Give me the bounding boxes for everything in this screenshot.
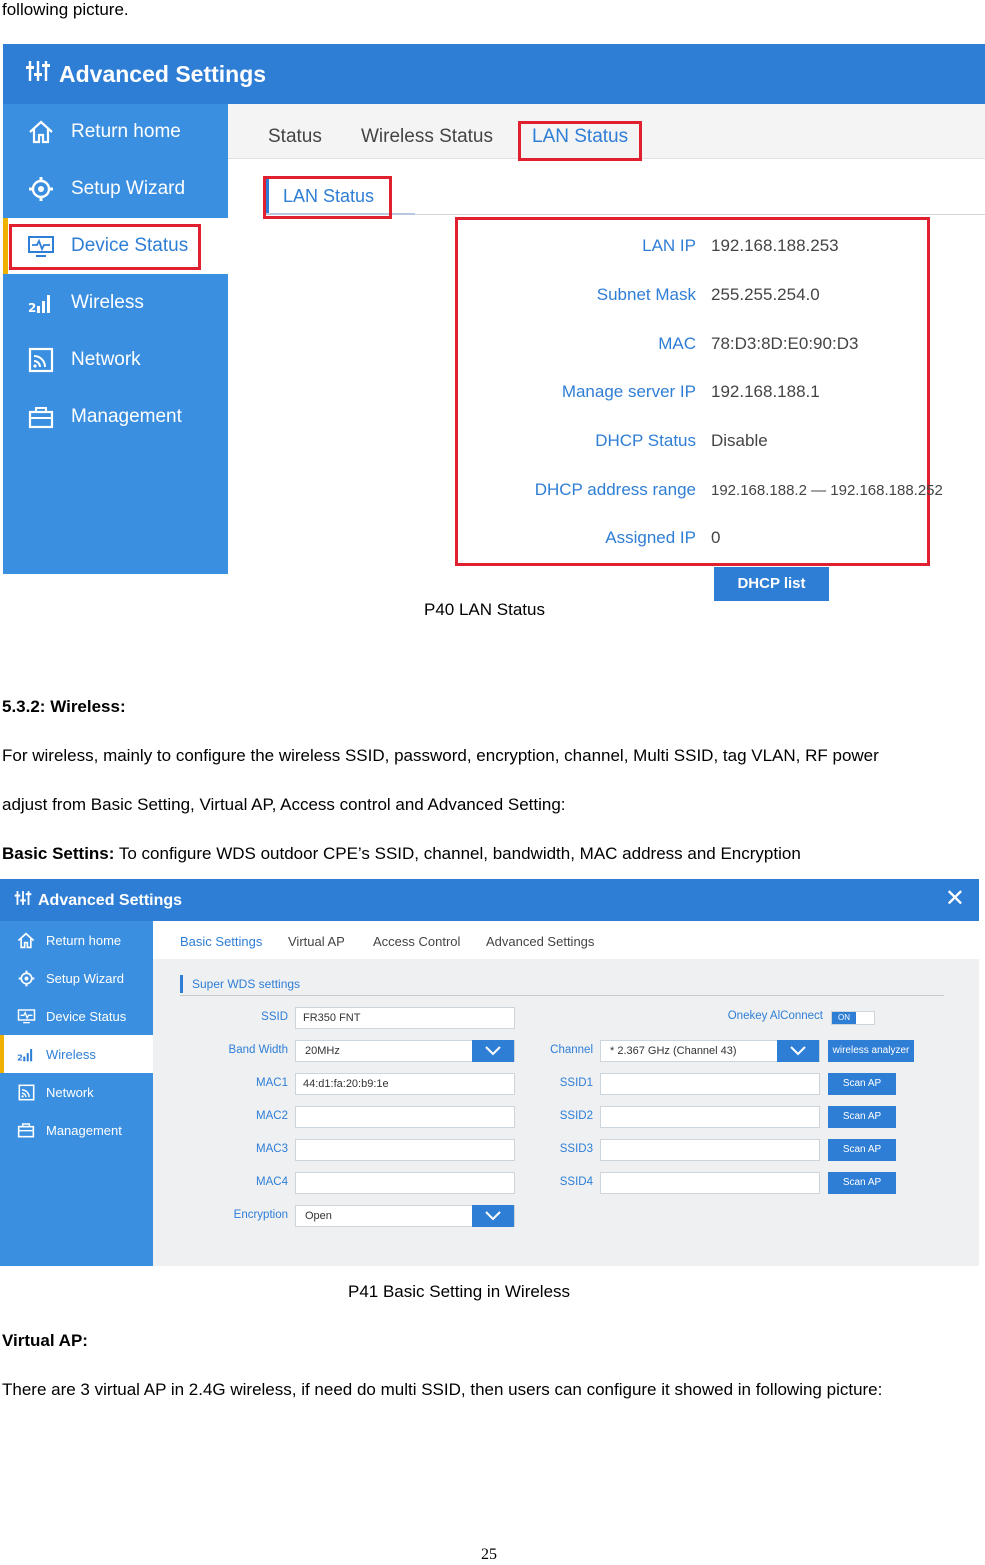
row-value: 255.255.254.0: [711, 285, 820, 304]
row-value: 192.168.188.253: [711, 236, 839, 255]
bandwidth-select[interactable]: [295, 1040, 515, 1062]
sidebar: [3, 104, 228, 574]
section-heading: 5.3.2: Wireless:: [2, 697, 126, 716]
paragraph-line: adjust from Basic Setting, Virtual AP, Access control and Advanced Setting:: [2, 795, 566, 814]
encryption-value: Open: [305, 1210, 332, 1222]
ssid-input[interactable]: FR350 FNT: [295, 1007, 515, 1029]
ssid2-label: SSID2: [559, 1110, 593, 1122]
caption-p41: P41 Basic Setting in Wireless: [348, 1282, 571, 1301]
row-value: Disable: [711, 431, 768, 450]
ssid2-input[interactable]: [600, 1106, 820, 1128]
sidebar-label: Network: [71, 349, 141, 370]
row-label: MAC: [658, 334, 696, 353]
divider: [180, 995, 944, 996]
channel-value: * 2.367 GHz (Channel 43): [610, 1045, 737, 1057]
scan-ap-button[interactable]: Scan AP: [828, 1073, 896, 1095]
row-label: Subnet Mask: [596, 285, 696, 304]
intro-fragment: following picture.: [2, 0, 129, 19]
mac4-label: MAC4: [256, 1176, 288, 1188]
ssid3-label: SSID3: [559, 1143, 593, 1155]
ssid4-label: SSID4: [559, 1176, 593, 1188]
tab-basic-settings[interactable]: Basic Settings: [180, 934, 263, 949]
basic-settings-text: To configure WDS outdoor CPE’s SSID, channel, bandwidth, MAC address and Encryption: [114, 844, 801, 863]
bandwidth-value: 20MHz: [305, 1045, 340, 1057]
encryption-label: Encryption: [233, 1209, 288, 1221]
sidebar-label: Device Status: [46, 1008, 127, 1024]
mac2-label: MAC2: [256, 1110, 288, 1122]
toggle-on-label: ON: [832, 1012, 856, 1024]
sidebar-label: Wireless: [46, 1046, 96, 1062]
lan-status-screenshot: [3, 44, 985, 592]
sidebar-label: Device Status: [71, 235, 189, 256]
mac1-label: MAC1: [256, 1077, 288, 1089]
ssid4-input[interactable]: [600, 1172, 820, 1194]
mac1-input[interactable]: 44:d1:fa:20:b9:1e: [295, 1073, 515, 1095]
row-value: 192.168.188.2 — 192.168.188.252: [711, 482, 943, 499]
row-label: LAN IP: [642, 236, 696, 255]
row-value: 0: [711, 528, 721, 547]
chevron-down-icon: [472, 1040, 514, 1062]
basic-settings-screenshot: [0, 879, 979, 1266]
main-panel: [153, 921, 979, 1266]
tab-advanced-settings[interactable]: Advanced Settings: [486, 934, 595, 949]
gear-icon: [27, 176, 55, 202]
gear-icon: [16, 969, 36, 987]
sidebar-item-wireless[interactable]: [0, 1035, 153, 1073]
tab-status[interactable]: Status: [268, 126, 322, 147]
main-panel: [228, 104, 985, 592]
caption-p40: P40 LAN Status: [424, 600, 545, 619]
scan-ap-button[interactable]: Scan AP: [828, 1172, 896, 1194]
onekey-aiconnect-toggle[interactable]: [831, 1011, 875, 1025]
sidebar-item-setup-wizard[interactable]: [3, 161, 228, 217]
mac3-input[interactable]: [295, 1139, 515, 1161]
row-value: 192.168.188.1: [711, 382, 820, 401]
sidebar-item-device-status[interactable]: [0, 997, 153, 1035]
svg-text:2: 2: [28, 301, 37, 315]
sidebar-item-network[interactable]: [3, 332, 228, 388]
header-title-text: Advanced Settings: [59, 60, 267, 87]
onekey-aiconnect-label: Onekey AlConnect: [727, 1010, 823, 1022]
ssid-label: SSID: [261, 1011, 288, 1023]
row-label: Assigned IP: [605, 528, 696, 547]
sidebar-label: Management: [71, 406, 182, 427]
chevron-down-icon: [777, 1040, 819, 1062]
home-icon: [27, 119, 55, 145]
row-dhcp-range: [458, 480, 958, 510]
highlight-device-status: [9, 224, 201, 270]
row-lan-ip: [458, 236, 958, 266]
sidebar-item-network[interactable]: [0, 1073, 153, 1111]
tab-access-control[interactable]: Access Control: [373, 934, 461, 949]
header-bar: [0, 879, 979, 921]
scan-ap-button[interactable]: Scan AP: [828, 1139, 896, 1161]
tab-lan-status[interactable]: LAN Status: [532, 126, 629, 147]
page-number: 25: [481, 1546, 497, 1563]
bandwidth-label: Band Width: [228, 1044, 288, 1056]
sidebar-label: Setup Wizard: [46, 970, 125, 986]
ssid1-label: SSID1: [559, 1077, 593, 1089]
row-mac: [458, 334, 958, 364]
sidebar-label: Return home: [46, 932, 122, 948]
settings-sliders-icon: [14, 889, 32, 912]
sidebar-item-management[interactable]: [0, 1111, 153, 1149]
row-assigned-ip: [458, 528, 958, 558]
network-icon: [27, 347, 55, 373]
signal-icon: [27, 290, 55, 316]
virtual-ap-heading: Virtual AP:: [2, 1331, 88, 1350]
sidebar-label: Return home: [71, 121, 181, 142]
mac2-input[interactable]: [295, 1106, 515, 1128]
sidebar-item-return-home[interactable]: [0, 921, 153, 959]
paragraph-line: For wireless, mainly to configure the wireless SSID, password, encryption, channel, Multi SSID, tag VLAN, RF power: [2, 746, 879, 765]
header-title-text: Advanced Settings: [38, 891, 183, 909]
section-subheading: LAN Status: [265, 179, 415, 213]
header-title: [14, 889, 182, 912]
row-dhcp-status: [458, 431, 958, 461]
dhcp-list-button[interactable]: DHCP list: [714, 567, 829, 601]
row-label: DHCP Status: [595, 431, 696, 450]
sidebar-item-management[interactable]: [3, 389, 228, 445]
row-manage-server-ip: [458, 382, 958, 412]
ssid1-input[interactable]: [600, 1073, 820, 1095]
channel-label: Channel: [550, 1044, 593, 1056]
tab-virtual-ap[interactable]: Virtual AP: [288, 934, 345, 949]
svg-text:2: 2: [17, 1052, 23, 1063]
virtual-ap-paragraph: There are 3 virtual AP in 2.4G wireless, if need do multi SSID, then users can configure it showed in following picture:: [2, 1380, 883, 1399]
mac3-label: MAC3: [256, 1143, 288, 1155]
toolbox-icon: [16, 1121, 36, 1139]
sidebar-item-setup-wizard[interactable]: [0, 959, 153, 997]
row-value: 78:D3:8D:E0:90:D3: [711, 334, 859, 353]
home-icon: [16, 931, 36, 949]
header-bar: [3, 44, 985, 104]
tab-wireless-status[interactable]: Wireless Status: [361, 126, 493, 147]
highlight-lan-tab: [518, 121, 642, 161]
monitor-icon: [16, 1007, 36, 1025]
mac4-input[interactable]: [295, 1172, 515, 1194]
row-label: DHCP address range: [534, 480, 696, 499]
ssid3-input[interactable]: [600, 1139, 820, 1161]
sidebar: [0, 921, 153, 1266]
settings-sliders-icon: [25, 58, 51, 90]
encryption-select[interactable]: [295, 1205, 515, 1227]
basic-settings-paragraph: [2, 844, 801, 864]
signal-icon: [16, 1045, 36, 1063]
channel-select[interactable]: [600, 1040, 820, 1062]
header-title: [25, 58, 266, 90]
network-icon: [16, 1083, 36, 1101]
basic-settings-label: Basic Settins:: [2, 844, 115, 863]
sidebar-item-wireless[interactable]: [3, 275, 228, 331]
sidebar-label: Setup Wizard: [71, 178, 186, 199]
sidebar-label: Management: [46, 1122, 122, 1138]
sidebar-label: Wireless: [71, 292, 144, 313]
highlight-lan-subheading: [263, 176, 392, 219]
row-label: Manage server IP: [561, 382, 696, 401]
sidebar-label: Network: [46, 1084, 94, 1100]
chevron-down-icon: [472, 1205, 514, 1227]
close-icon[interactable]: ✕: [944, 885, 965, 912]
toolbox-icon: [27, 404, 55, 430]
scan-ap-button[interactable]: Scan AP: [828, 1106, 896, 1128]
tab-bar: [153, 921, 979, 959]
wireless-analyzer-button[interactable]: wireless analyzer: [828, 1040, 914, 1062]
sidebar-item-return-home[interactable]: [3, 104, 228, 160]
section-subheading: Super WDS settings: [180, 975, 300, 993]
row-subnet-mask: [458, 285, 958, 315]
